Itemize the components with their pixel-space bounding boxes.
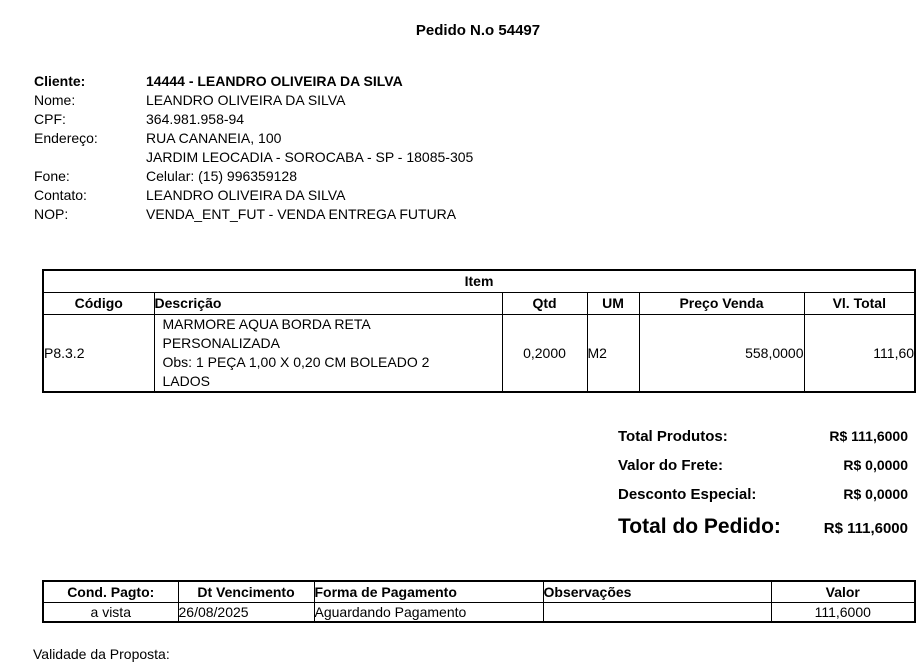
client-label: Endereço: [34, 130, 98, 146]
payment-table [42, 580, 916, 623]
header-descricao: Descrição [154, 292, 502, 314]
payment-table-header-row [43, 581, 915, 602]
total-value: R$ 111,6000 [829, 428, 908, 444]
cell-vl-total: 111,60 [804, 314, 915, 392]
total-label: Valor do Frete: [618, 457, 724, 474]
header-observacoes: Observações [543, 581, 771, 602]
item-row [43, 314, 915, 392]
total-value: R$ 0,0000 [843, 457, 908, 473]
client-value: JARDIM LEOCADIA - SOROCABA - SP - 18085-305 [146, 149, 474, 165]
totals-block [618, 428, 908, 544]
header-cond-pagto: Cond. Pagto: [43, 581, 178, 602]
client-value: VENDA_ENT_FUT - VENDA ENTREGA FUTURA [146, 206, 457, 222]
descricao-line: LADOS [162, 372, 210, 389]
client-label: Cliente: [34, 73, 86, 89]
cell-forma-pagamento: Aguardando Pagamento [314, 602, 543, 622]
client-info-block [34, 72, 473, 224]
total-produtos-row [618, 428, 908, 457]
cell-dt-vencimento: 26/08/2025 [178, 602, 314, 622]
header-qtd: Qtd [502, 292, 587, 314]
grand-total-value: R$ 111,6000 [823, 520, 908, 537]
item-table-group-row [43, 270, 915, 292]
cell-codigo: P8.3.2 [43, 314, 154, 392]
client-value: RUA CANANEIA, 100 [146, 130, 282, 146]
cell-observacoes [543, 602, 771, 622]
cell-um: M2 [587, 314, 639, 392]
validade-proposta-label: Validade da Proposta: [33, 646, 170, 662]
descricao-line: Obs: 1 PEÇA 1,00 X 0,20 CM BOLEADO 2 [162, 353, 430, 370]
payment-row [43, 602, 915, 622]
total-label: Desconto Especial: [618, 486, 757, 503]
cell-cond-pagto: a vista [43, 602, 178, 622]
client-row-endereco-2 [34, 148, 473, 167]
client-value: Celular: (15) 996359128 [146, 168, 297, 184]
header-forma-pagamento: Forma de Pagamento [314, 581, 543, 602]
header-vl-total: Vl. Total [804, 292, 915, 314]
client-row-cliente [34, 72, 473, 91]
client-value: 364.981.958-94 [146, 111, 245, 127]
client-row-fone [34, 167, 473, 186]
client-value: LEANDRO OLIVEIRA DA SILVA [146, 92, 346, 108]
client-row-endereco [34, 129, 473, 148]
client-value: 14444 - LEANDRO OLIVEIRA DA SILVA [146, 73, 403, 89]
cell-qtd: 0,2000 [502, 314, 587, 392]
client-label: Fone: [34, 168, 70, 184]
cell-descricao [154, 314, 502, 392]
client-row-contato [34, 186, 473, 205]
total-label: Total Produtos: [618, 428, 728, 445]
client-label: CPF: [34, 111, 66, 127]
cell-valor: 111,6000 [771, 602, 915, 622]
order-title: Pedido N.o 54497 [415, 22, 541, 39]
client-row-nome [34, 91, 473, 110]
item-table [42, 269, 916, 393]
client-label: Nome: [34, 92, 76, 108]
total-pedido-row [618, 515, 908, 544]
grand-total-label: Total do Pedido: [618, 515, 781, 538]
header-codigo: Código [43, 292, 154, 314]
total-value: R$ 0,0000 [843, 486, 908, 502]
client-row-cpf [34, 110, 473, 129]
header-dt-vencimento: Dt Vencimento [178, 581, 314, 602]
header-um: UM [587, 292, 639, 314]
item-table-group-header: Item [43, 270, 915, 292]
header-valor: Valor [771, 581, 915, 602]
valor-frete-row [618, 457, 908, 486]
descricao-line: MARMORE AQUA BORDA RETA [162, 315, 371, 332]
client-label [34, 148, 146, 167]
client-label: NOP: [34, 206, 69, 222]
descricao-line: PERSONALIZADA [162, 334, 280, 351]
client-label: Contato: [34, 187, 87, 203]
header-preco-venda: Preço Venda [639, 292, 804, 314]
client-row-nop [34, 205, 473, 224]
client-value: LEANDRO OLIVEIRA DA SILVA [146, 187, 346, 203]
desconto-especial-row [618, 486, 908, 515]
item-table-header-row [43, 292, 915, 314]
cell-preco-venda: 558,0000 [639, 314, 804, 392]
